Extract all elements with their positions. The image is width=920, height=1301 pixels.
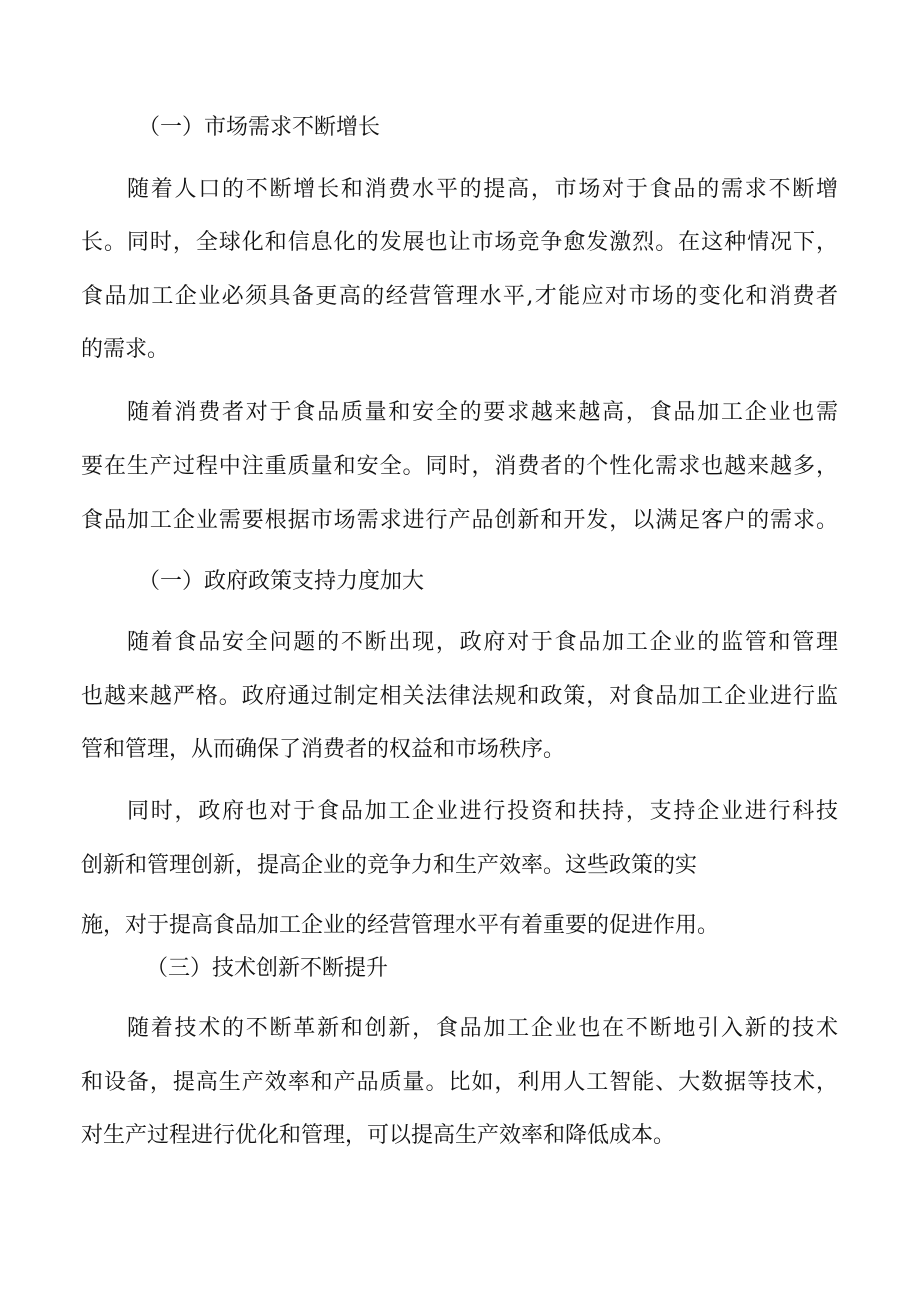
paragraph-line: 的需求。	[81, 337, 170, 362]
paragraph-line: 食品加工企业需要根据市场需求进行产品创新和开发，以满足客户的需求。	[81, 508, 838, 533]
paragraph-line: 对生产过程进行优化和管理，可以提高生产效率和降低成本。	[81, 1123, 676, 1148]
section-heading-market-demand: （一）市场需求不断增长	[138, 115, 381, 140]
paragraph-line: 随着人口的不断增长和消费水平的提高，市场对于食品的需求不断增	[127, 177, 838, 202]
section-heading-government-policy: （一）政府政策支持力度加大	[138, 569, 425, 594]
paragraph-line: 创新和管理创新，提高企业的竞争力和生产效率。这些政策的实	[81, 853, 698, 878]
paragraph-line: 长。同时，全球化和信息化的发展也让市场竞争愈发激烈。在这种情况下，	[81, 230, 838, 255]
paragraph-line: 要在生产过程中注重质量和安全。同时，消费者的个性化需求也越来越多，	[81, 454, 838, 479]
paragraph-line: 也越来越严格。政府通过制定相关法律法规和政策，对食品加工企业进行监	[81, 684, 838, 709]
section-heading-technology-innovation: （三）技术创新不断提升	[146, 956, 389, 981]
paragraph-line: 施，对于提高食品加工企业的经营管理水平有着重要的促进作用。	[81, 913, 720, 938]
paragraph-line: 随着技术的不断革新和创新，食品加工企业也在不断地引入新的技术	[127, 1016, 838, 1041]
paragraph-line: 随着食品安全问题的不断出现，政府对于食品加工企业的监管和管理	[127, 630, 838, 655]
paragraph-line: 和设备，提高生产效率和产品质量。比如，利用人工智能、大数据等技术，	[81, 1070, 838, 1095]
paragraph-line: 食品加工企业必须具备更高的经营管理水平,才能应对市场的变化和消费者	[81, 284, 838, 309]
paragraph-line: 随着消费者对于食品质量和安全的要求越来越高，食品加工企业也需	[127, 400, 838, 425]
paragraph-line: 同时，政府也对于食品加工企业进行投资和扶持，支持企业进行科技	[127, 799, 838, 824]
paragraph-line: 管和管理，从而确保了消费者的权益和市场秩序。	[81, 737, 566, 762]
